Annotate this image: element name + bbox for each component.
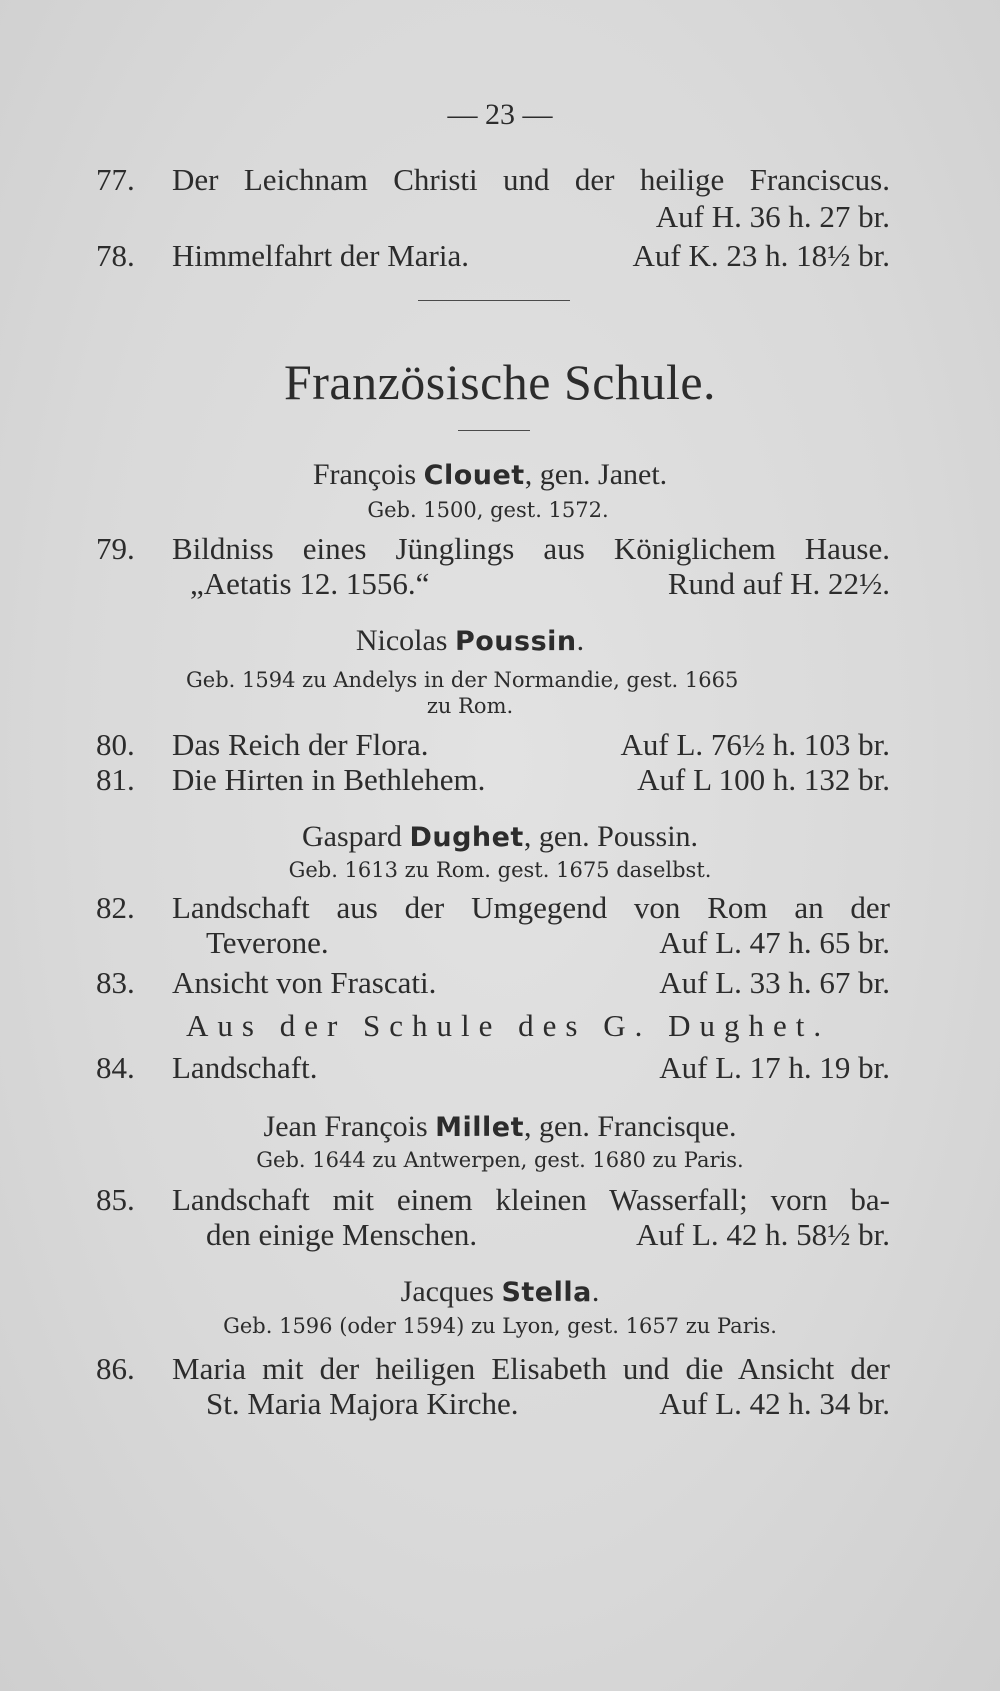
- artist-name-suffix: , gen. Poussin.: [523, 820, 699, 853]
- entry-number: 78.: [96, 238, 135, 273]
- artist-surname: Millet: [435, 1112, 525, 1143]
- artist-name: [0, 1277, 1000, 1307]
- entry-number: 86.: [96, 1351, 135, 1386]
- entry-number: 84.: [96, 1050, 135, 1085]
- entry-number: 83.: [96, 965, 135, 1000]
- artist-name-suffix: , gen. Francisque.: [524, 1110, 737, 1143]
- artist-name: [0, 822, 1000, 852]
- artist-bio: Geb. 1596 (oder 1594) zu Lyon, gest. 1657 zu Paris.: [223, 1314, 777, 1338]
- entry-title: Himmelfahrt der Maria.: [172, 238, 469, 273]
- entry-title: Landschaft.: [172, 1050, 318, 1085]
- artist-surname: Clouet: [423, 460, 525, 491]
- entry-detail: Auf L. 33 h. 67 br.: [659, 965, 890, 1000]
- artist-surname: Poussin: [454, 626, 577, 657]
- artist-first-name: Jacques: [400, 1275, 494, 1308]
- entry-number: 81.: [96, 762, 135, 797]
- entry-detail: Auf L. 42 h. 58½ br.: [635, 1217, 890, 1252]
- entry-title: Bildniss eines Jünglings aus Königlichem Hause.: [172, 531, 890, 566]
- artist-bio: Geb. 1594 zu Andelys in der Normandie, gest. 1665: [186, 668, 739, 692]
- entry-detail: Auf L. 42 h. 34 br.: [659, 1386, 890, 1421]
- artist-first-name: François: [312, 458, 417, 491]
- entry-title: Der Leichnam Christi und der heilige Franciscus.: [172, 162, 890, 197]
- artist-name: [0, 1112, 1000, 1142]
- section-heading: Französische Schule.: [283, 354, 717, 410]
- entry-title: Landschaft mit einem kleinen Wasserfall; vorn ba-: [172, 1182, 890, 1217]
- artist-first-name: Nicolas: [355, 624, 448, 657]
- page-number: — 23 —: [447, 98, 553, 131]
- entry-number: 79.: [96, 531, 135, 566]
- entry-detail: Auf H. 36 h. 27 br.: [655, 199, 890, 234]
- artist-name: [0, 460, 990, 490]
- artist-bio-continued: zu Rom.: [426, 694, 514, 718]
- entry-title: Die Hirten in Bethlehem.: [172, 762, 486, 797]
- artist-name-suffix: .: [576, 624, 585, 657]
- artist-name: [0, 626, 970, 656]
- artist-first-name: Jean François: [263, 1110, 428, 1143]
- entry-title: Maria mit der heiligen Elisabeth und die Ansicht der: [172, 1351, 890, 1386]
- artist-surname: Dughet: [409, 822, 524, 853]
- artist-surname: Stella: [501, 1277, 592, 1308]
- entry-title-continued: St. Maria Majora Kirche.: [206, 1386, 519, 1421]
- school-heading: Aus der Schule des G. Dughet.: [186, 1008, 831, 1043]
- entry-number: 77.: [96, 162, 135, 197]
- entry-title-continued: Teverone.: [206, 925, 329, 960]
- entry-detail: Auf K. 23 h. 18½ br.: [632, 238, 890, 273]
- artist-bio: Geb. 1644 zu Antwerpen, gest. 1680 zu Paris.: [256, 1148, 744, 1172]
- artist-first-name: Gaspard: [301, 820, 402, 853]
- entry-number: 82.: [96, 890, 135, 925]
- entry-detail: Rund auf H. 22½.: [667, 566, 890, 601]
- entry-number: 85.: [96, 1182, 135, 1217]
- entry-inscription: „Aetatis 12. 1556.“: [190, 566, 430, 601]
- entry-title-continued: den einige Menschen.: [206, 1217, 478, 1252]
- entry-number: 80.: [96, 727, 135, 762]
- entry-detail: Auf L 100 h. 132 br.: [637, 762, 890, 797]
- entry-detail: Auf L. 76½ h. 103 br.: [620, 727, 890, 762]
- entry-detail: Auf L. 47 h. 65 br.: [659, 925, 890, 960]
- artist-name-suffix: , gen. Janet.: [524, 458, 668, 491]
- artist-bio: Geb. 1613 zu Rom. gest. 1675 daselbst.: [288, 858, 712, 882]
- artist-name-suffix: .: [591, 1275, 600, 1308]
- entry-title: Ansicht von Frascati.: [172, 965, 437, 1000]
- entry-title: Landschaft aus der Umgegend von Rom an der: [172, 890, 890, 925]
- entry-title: Das Reich der Flora.: [172, 727, 429, 762]
- entry-detail: Auf L. 17 h. 19 br.: [659, 1050, 890, 1085]
- divider-rule: [458, 430, 530, 431]
- artist-bio: Geb. 1500, gest. 1572.: [367, 498, 609, 522]
- divider-rule: [418, 300, 570, 301]
